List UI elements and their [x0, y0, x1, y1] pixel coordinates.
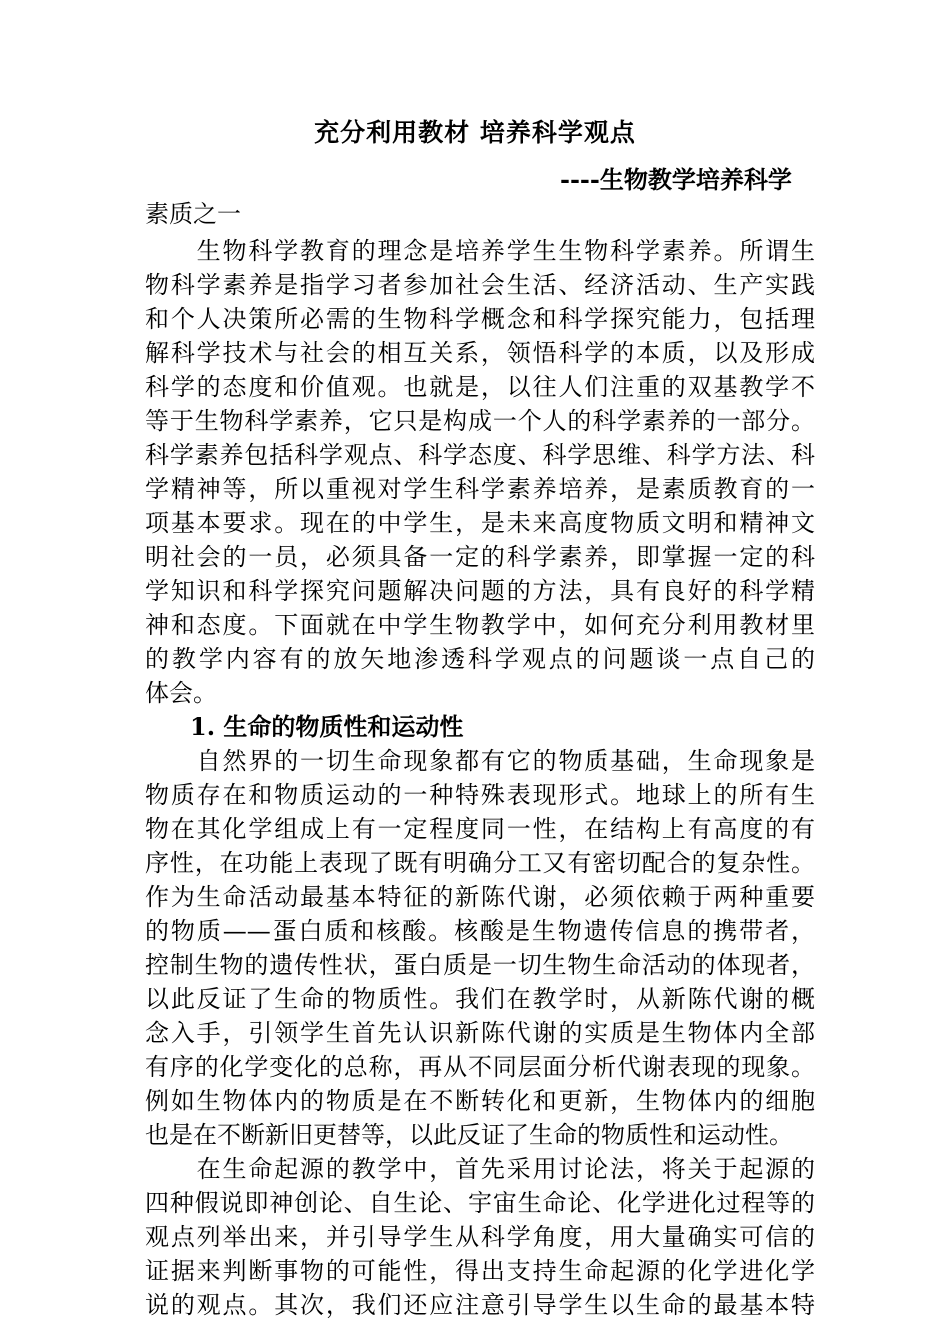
document-title: 充分利用教材 培养科学观点 — [314, 118, 636, 147]
text-line: 证据来判断事物的可能性，得出支持生命起源的化学进化学 — [145, 1257, 815, 1285]
text-line: 自然界的一切生命现象都有它的物质基础，生命现象是 — [145, 747, 815, 775]
text-line: 序性，在功能上表现了既有明确分工又有密切配合的复杂性。 — [145, 849, 815, 877]
document-subtitle: ----生物教学培养科学 — [560, 165, 792, 194]
text-line: 也是在不断新旧更替等，以此反证了生命的物质性和运动性。 — [145, 1121, 793, 1149]
text-line: 项基本要求。现在的中学生，是未来高度物质文明和精神文 — [145, 509, 815, 537]
text-line: 作为生命活动最基本特征的新陈代谢，必须依赖于两种重要 — [145, 883, 815, 911]
text-line: 解科学技术与社会的相互关系，领悟科学的本质，以及形成 — [145, 339, 815, 367]
text-line: 观点列举出来，并引导学生从科学角度，用大量确实可信的 — [145, 1223, 815, 1251]
text-line: 科学素养包括科学观点、科学态度、科学思维、科学方法、科 — [145, 441, 815, 469]
text-line: 物科学素养是指学习者参加社会生活、经济活动、生产实践 — [145, 271, 815, 299]
text-line: 等于生物科学素养，它只是构成一个人的科学素养的一部分。 — [145, 407, 815, 435]
text-line: 控制生物的遗传性状，蛋白质是一切生物生命活动的体现者， — [145, 951, 815, 979]
text-line: 例如生物体内的物质是在不断转化和更新，生物体内的细胞 — [145, 1087, 815, 1115]
text-line: 在生命起源的教学中，首先采用讨论法，将关于起源的 — [145, 1155, 815, 1183]
text-line: 明社会的一员，必须具备一定的科学素养，即掌握一定的科 — [145, 543, 815, 571]
section-heading: 1. 生命的物质性和运动性 — [190, 712, 464, 741]
text-line: 的教学内容有的放矢地渗透科学观点的问题谈一点自己的 — [145, 645, 815, 673]
text-line: 的物质——蛋白质和核酸。核酸是生物遗传信息的携带者， — [145, 917, 815, 945]
text-line: 物质存在和物质运动的一种特殊表现形式。地球上的所有生 — [145, 781, 815, 809]
text-line: 物在其化学组成上有一定程度同一性，在结构上有高度的有 — [145, 815, 815, 843]
text-line: 四种假说即神创论、自生论、宇宙生命论、化学进化过程等的 — [145, 1189, 815, 1217]
text-line: 有序的化学变化的总称，再从不同层面分析代谢表现的现象。 — [145, 1053, 815, 1081]
text-line: 科学的态度和价值观。也就是，以往人们注重的双基教学不 — [145, 373, 815, 401]
text-line: 念入手，引领学生首先认识新陈代谢的实质是生物体内全部 — [145, 1019, 815, 1047]
text-line: 说的观点。其次，我们还应注意引导学生以生命的最基本特 — [145, 1291, 815, 1319]
document-subtitle-continuation: 素质之一 — [145, 200, 241, 228]
text-line: 学知识和科学探究问题解决问题的方法，具有良好的科学精 — [145, 577, 815, 605]
text-line: 体会。 — [145, 679, 217, 707]
text-line: 以此反证了生命的物质性。我们在教学时，从新陈代谢的概 — [145, 985, 815, 1013]
text-line: 神和态度。下面就在中学生物教学中，如何充分利用教材里 — [145, 611, 815, 639]
text-line: 生物科学教育的理念是培养学生生物科学素养。所谓生 — [145, 237, 815, 265]
text-line: 和个人决策所必需的生物科学概念和科学探究能力，包括理 — [145, 305, 815, 333]
text-line: 学精神等，所以重视对学生科学素养培养，是素质教育的一 — [145, 475, 815, 503]
